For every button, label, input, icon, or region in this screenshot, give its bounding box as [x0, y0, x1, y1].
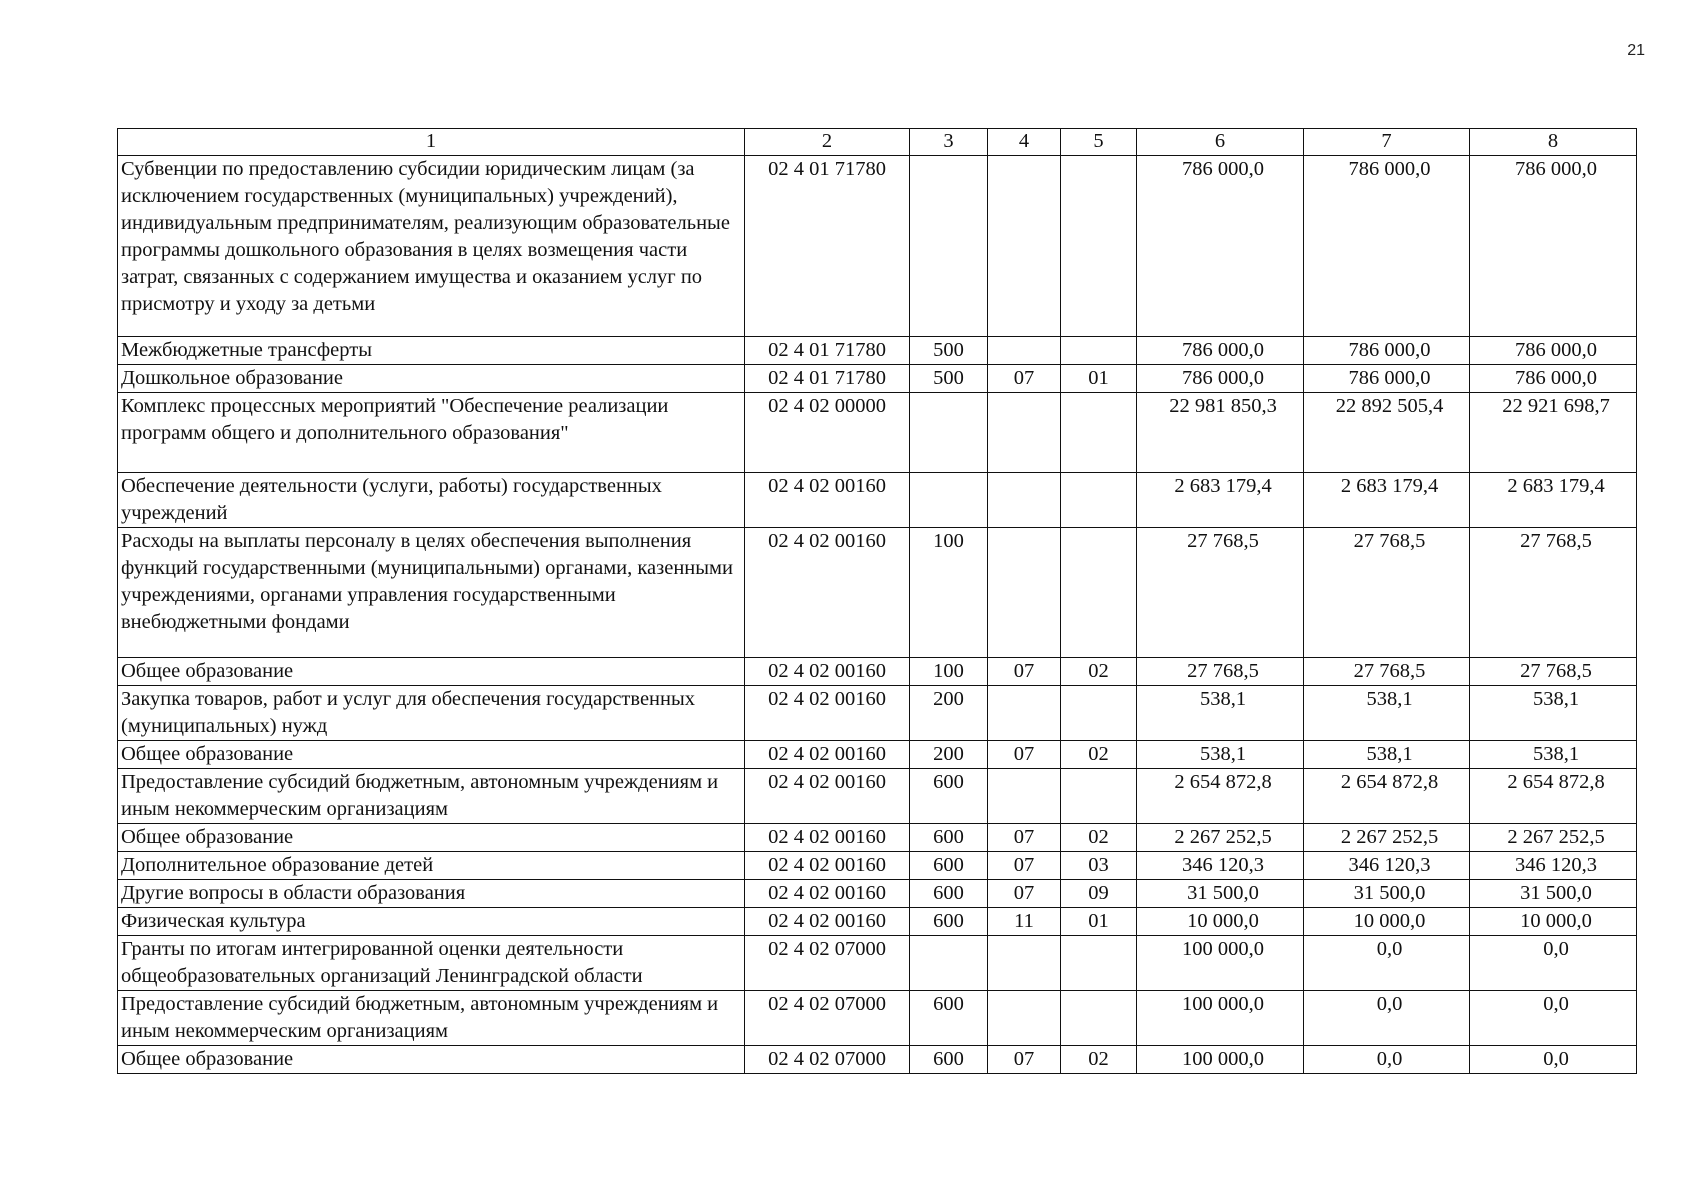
amount-value: 27 768,5	[1520, 530, 1592, 552]
amount-value: 27 768,5	[1187, 660, 1259, 682]
row-expense-type-cell: 200	[910, 741, 988, 769]
row-amount-year3-cell	[1470, 1046, 1637, 1074]
row-amount-year1-cell	[1137, 658, 1304, 686]
row-amount-year1-cell	[1137, 393, 1304, 473]
row-amount-year3-cell	[1470, 393, 1637, 473]
row-expense-type-cell: 500	[910, 365, 988, 393]
row-section-cell: 11	[988, 908, 1061, 936]
row-subsection-cell: 03	[1061, 852, 1137, 880]
amount-value: 27 768,5	[1187, 530, 1259, 552]
row-subsection-cell	[1061, 528, 1137, 658]
amount-value: 31 500,0	[1520, 882, 1592, 904]
row-section-cell: 07	[988, 365, 1061, 393]
row-expense-type-cell: 600	[910, 880, 988, 908]
row-subsection-cell: 02	[1061, 824, 1137, 852]
row-amount-year2-cell	[1304, 686, 1470, 741]
amount-value: 786 000,0	[1348, 339, 1431, 361]
amount-value: 31 500,0	[1187, 882, 1259, 904]
amount-value: 786 000,0	[1515, 367, 1597, 389]
row-amount-year1-cell	[1137, 1046, 1304, 1074]
row-amount-year2-cell	[1304, 1046, 1470, 1074]
amount-value: 100 000,0	[1182, 938, 1264, 960]
row-amount-year3-cell	[1470, 741, 1637, 769]
row-expense-type-cell: 600	[910, 1046, 988, 1074]
row-amount-year1-cell	[1137, 365, 1304, 393]
amount-value: 2 683 179,4	[1507, 475, 1605, 497]
row-name-cell: Общее образование	[118, 1046, 745, 1074]
row-name-cell: Межбюджетные трансферты	[118, 337, 745, 365]
amount-value: 0,0	[1543, 1048, 1569, 1070]
amount-value: 538,1	[1366, 688, 1413, 710]
table-row	[118, 393, 1637, 473]
row-expense-type-cell: 600	[910, 991, 988, 1046]
row-section-cell	[988, 769, 1061, 824]
row-expense-type-cell	[910, 473, 988, 528]
amount-value: 538,1	[1199, 743, 1247, 765]
amount-value: 22 981 850,3	[1169, 395, 1277, 417]
row-expense-type-cell	[910, 156, 988, 337]
budget-table	[117, 128, 1637, 1074]
row-code-cell: 02 4 02 00160	[745, 769, 910, 824]
amount-value: 2 654 872,8	[1507, 771, 1605, 793]
amount-value: 346 120,3	[1515, 854, 1597, 876]
row-amount-year3-cell	[1470, 365, 1637, 393]
header-cell-1: 1	[118, 129, 745, 156]
row-section-cell	[988, 686, 1061, 741]
amount-value: 27 768,5	[1520, 660, 1592, 682]
row-code-cell: 02 4 02 00160	[745, 528, 910, 658]
table-row	[118, 1046, 1637, 1074]
row-amount-year1-cell	[1137, 769, 1304, 824]
row-amount-year1-cell	[1137, 852, 1304, 880]
row-code-cell: 02 4 02 00160	[745, 880, 910, 908]
row-amount-year2-cell	[1304, 769, 1470, 824]
row-expense-type-cell: 200	[910, 686, 988, 741]
row-name-cell: Обеспечение деятельности (услуги, работы) государственных учреждений	[118, 473, 745, 528]
row-amount-year3-cell	[1470, 156, 1637, 337]
row-amount-year3-cell	[1470, 473, 1637, 528]
row-amount-year3-cell	[1470, 991, 1637, 1046]
table-row	[118, 528, 1637, 658]
amount-value: 31 500,0	[1353, 882, 1426, 904]
amount-value: 2 683 179,4	[1340, 475, 1439, 497]
table-row	[118, 880, 1637, 908]
row-name-cell: Предоставление субсидий бюджетным, автономным учреждениям и иным некоммерческим организациям	[118, 991, 745, 1046]
row-code-cell: 02 4 02 07000	[745, 1046, 910, 1074]
row-amount-year2-cell	[1304, 337, 1470, 365]
amount-value: 538,1	[1532, 688, 1580, 710]
row-name-cell: Общее образование	[118, 658, 745, 686]
row-amount-year1-cell	[1137, 908, 1304, 936]
row-subsection-cell: 02	[1061, 1046, 1137, 1074]
row-code-cell: 02 4 02 00160	[745, 658, 910, 686]
amount-value: 22 921 698,7	[1502, 395, 1610, 417]
row-name-cell: Гранты по итогам интегрированной оценки деятельности общеобразовательных организаций Ленинградской области	[118, 936, 745, 991]
row-name-cell: Общее образование	[118, 741, 745, 769]
row-code-cell: 02 4 02 00160	[745, 686, 910, 741]
amount-value: 786 000,0	[1515, 158, 1597, 180]
row-code-cell: 02 4 02 00160	[745, 473, 910, 528]
table-row	[118, 936, 1637, 991]
row-expense-type-cell	[910, 936, 988, 991]
row-section-cell	[988, 991, 1061, 1046]
amount-value: 10 000,0	[1520, 910, 1592, 932]
row-code-cell: 02 4 02 00160	[745, 908, 910, 936]
row-amount-year3-cell	[1470, 936, 1637, 991]
row-subsection-cell: 02	[1061, 741, 1137, 769]
page-number: 21	[1627, 42, 1645, 59]
row-amount-year3-cell	[1470, 769, 1637, 824]
amount-value: 10 000,0	[1353, 910, 1426, 932]
row-subsection-cell	[1061, 393, 1137, 473]
row-name-cell: Дополнительное образование детей	[118, 852, 745, 880]
row-amount-year2-cell	[1304, 936, 1470, 991]
header-row	[118, 129, 1637, 156]
table-row	[118, 658, 1637, 686]
row-subsection-cell	[1061, 686, 1137, 741]
row-amount-year3-cell	[1470, 908, 1637, 936]
header-cell-2: 2	[745, 129, 910, 156]
table-row	[118, 824, 1637, 852]
amount-value: 2 267 252,5	[1174, 826, 1272, 848]
row-section-cell: 07	[988, 852, 1061, 880]
row-name-cell: Комплекс процессных мероприятий "Обеспечение реализации программ общего и дополнительного образования"	[118, 393, 745, 473]
row-section-cell: 07	[988, 1046, 1061, 1074]
row-section-cell	[988, 473, 1061, 528]
row-expense-type-cell: 600	[910, 908, 988, 936]
header-cell-3: 3	[910, 129, 988, 156]
row-amount-year2-cell	[1304, 852, 1470, 880]
row-code-cell: 02 4 01 71780	[745, 156, 910, 337]
row-amount-year1-cell	[1137, 686, 1304, 741]
row-section-cell	[988, 156, 1061, 337]
amount-value: 346 120,3	[1182, 854, 1264, 876]
row-amount-year1-cell	[1137, 936, 1304, 991]
row-subsection-cell: 01	[1061, 908, 1137, 936]
table-row	[118, 908, 1637, 936]
amount-value: 538,1	[1366, 743, 1413, 765]
header-cell-6: 6	[1137, 129, 1304, 156]
amount-value: 100 000,0	[1182, 993, 1264, 1015]
row-section-cell	[988, 528, 1061, 658]
row-expense-type-cell: 600	[910, 852, 988, 880]
row-subsection-cell: 01	[1061, 365, 1137, 393]
row-amount-year1-cell	[1137, 473, 1304, 528]
row-amount-year2-cell	[1304, 908, 1470, 936]
row-name-cell: Расходы на выплаты персоналу в целях обеспечения выполнения функций государственными (муниципальными) органами, казенными учреждениями, органами управления государственными внебюджетными фондами	[118, 528, 745, 658]
row-amount-year2-cell	[1304, 156, 1470, 337]
amount-value: 0,0	[1376, 938, 1403, 960]
row-code-cell: 02 4 02 07000	[745, 991, 910, 1046]
amount-value: 786 000,0	[1182, 367, 1264, 389]
header-cell-5: 5	[1061, 129, 1137, 156]
row-amount-year1-cell	[1137, 824, 1304, 852]
row-amount-year3-cell	[1470, 686, 1637, 741]
row-amount-year3-cell	[1470, 337, 1637, 365]
table-row	[118, 473, 1637, 528]
row-section-cell	[988, 393, 1061, 473]
row-subsection-cell	[1061, 991, 1137, 1046]
amount-value: 27 768,5	[1353, 660, 1426, 682]
row-expense-type-cell: 600	[910, 824, 988, 852]
table-body	[118, 156, 1637, 1074]
amount-value: 100 000,0	[1182, 1048, 1264, 1070]
row-subsection-cell	[1061, 156, 1137, 337]
table-row	[118, 365, 1637, 393]
amount-value: 786 000,0	[1348, 367, 1431, 389]
row-amount-year2-cell	[1304, 473, 1470, 528]
header-cell-8: 8	[1470, 129, 1637, 156]
amount-value: 2 267 252,5	[1340, 826, 1439, 848]
row-expense-type-cell: 100	[910, 658, 988, 686]
row-code-cell: 02 4 02 00160	[745, 741, 910, 769]
row-amount-year1-cell	[1137, 337, 1304, 365]
row-amount-year1-cell	[1137, 156, 1304, 337]
row-subsection-cell: 09	[1061, 880, 1137, 908]
row-code-cell: 02 4 01 71780	[745, 365, 910, 393]
row-amount-year2-cell	[1304, 824, 1470, 852]
amount-value: 2 267 252,5	[1507, 826, 1605, 848]
table-row	[118, 156, 1637, 337]
row-amount-year1-cell	[1137, 741, 1304, 769]
row-code-cell: 02 4 02 07000	[745, 936, 910, 991]
row-amount-year3-cell	[1470, 852, 1637, 880]
row-subsection-cell	[1061, 473, 1137, 528]
row-expense-type-cell: 500	[910, 337, 988, 365]
row-amount-year3-cell	[1470, 528, 1637, 658]
amount-value: 0,0	[1543, 938, 1569, 960]
row-section-cell: 07	[988, 658, 1061, 686]
row-amount-year2-cell	[1304, 880, 1470, 908]
row-amount-year2-cell	[1304, 528, 1470, 658]
table-row	[118, 686, 1637, 741]
row-amount-year3-cell	[1470, 880, 1637, 908]
row-subsection-cell	[1061, 337, 1137, 365]
row-subsection-cell: 02	[1061, 658, 1137, 686]
amount-value: 538,1	[1199, 688, 1247, 710]
row-section-cell	[988, 337, 1061, 365]
amount-value: 2 654 872,8	[1174, 771, 1272, 793]
table-row	[118, 337, 1637, 365]
row-expense-type-cell: 600	[910, 769, 988, 824]
row-section-cell	[988, 936, 1061, 991]
amount-value: 27 768,5	[1353, 530, 1426, 552]
table-row	[118, 852, 1637, 880]
row-amount-year1-cell	[1137, 880, 1304, 908]
row-amount-year2-cell	[1304, 658, 1470, 686]
row-expense-type-cell	[910, 393, 988, 473]
row-code-cell: 02 4 02 00160	[745, 852, 910, 880]
row-amount-year3-cell	[1470, 824, 1637, 852]
row-code-cell: 02 4 02 00160	[745, 824, 910, 852]
row-expense-type-cell: 100	[910, 528, 988, 658]
table-row	[118, 769, 1637, 824]
amount-value: 346 120,3	[1348, 854, 1431, 876]
table-row	[118, 991, 1637, 1046]
amount-value: 0,0	[1376, 1048, 1403, 1070]
row-section-cell: 07	[988, 880, 1061, 908]
header-cell-4: 4	[988, 129, 1061, 156]
row-amount-year3-cell	[1470, 658, 1637, 686]
header-cell-7: 7	[1304, 129, 1470, 156]
table-row	[118, 741, 1637, 769]
amount-value: 10 000,0	[1187, 910, 1259, 932]
amount-value: 22 892 505,4	[1335, 395, 1444, 417]
row-section-cell: 07	[988, 741, 1061, 769]
row-name-cell: Предоставление субсидий бюджетным, автономным учреждениям и иным некоммерческим организациям	[118, 769, 745, 824]
row-amount-year1-cell	[1137, 528, 1304, 658]
amount-value: 2 683 179,4	[1174, 475, 1272, 497]
row-section-cell: 07	[988, 824, 1061, 852]
amount-value: 786 000,0	[1182, 158, 1264, 180]
row-subsection-cell	[1061, 769, 1137, 824]
row-amount-year2-cell	[1304, 991, 1470, 1046]
amount-value: 0,0	[1376, 993, 1403, 1015]
row-name-cell: Дошкольное образование	[118, 365, 745, 393]
row-name-cell: Закупка товаров, работ и услуг для обеспечения государственных (муниципальных) нужд	[118, 686, 745, 741]
row-code-cell: 02 4 02 00000	[745, 393, 910, 473]
row-name-cell: Субвенции по предоставлению субсидии юридическим лицам (за исключением государственных (муниципальных) учреждений), индивидуальным предпринимателям, реализующим образовательные программы дошкольного образования в целях возмещения части затрат, связанных с содержанием имущества и оказанием услуг по присмотру и уходу за детьми	[118, 156, 745, 337]
row-amount-year2-cell	[1304, 393, 1470, 473]
row-name-cell: Другие вопросы в области образования	[118, 880, 745, 908]
row-code-cell: 02 4 01 71780	[745, 337, 910, 365]
amount-value: 786 000,0	[1515, 339, 1597, 361]
row-amount-year1-cell	[1137, 991, 1304, 1046]
amount-value: 0,0	[1543, 993, 1569, 1015]
row-name-cell: Общее образование	[118, 824, 745, 852]
amount-value: 786 000,0	[1182, 339, 1264, 361]
amount-value: 538,1	[1532, 743, 1580, 765]
amount-value: 2 654 872,8	[1340, 771, 1439, 793]
row-name-cell: Физическая культура	[118, 908, 745, 936]
row-amount-year2-cell	[1304, 365, 1470, 393]
row-amount-year2-cell	[1304, 741, 1470, 769]
amount-value: 786 000,0	[1348, 158, 1431, 180]
row-subsection-cell	[1061, 936, 1137, 991]
